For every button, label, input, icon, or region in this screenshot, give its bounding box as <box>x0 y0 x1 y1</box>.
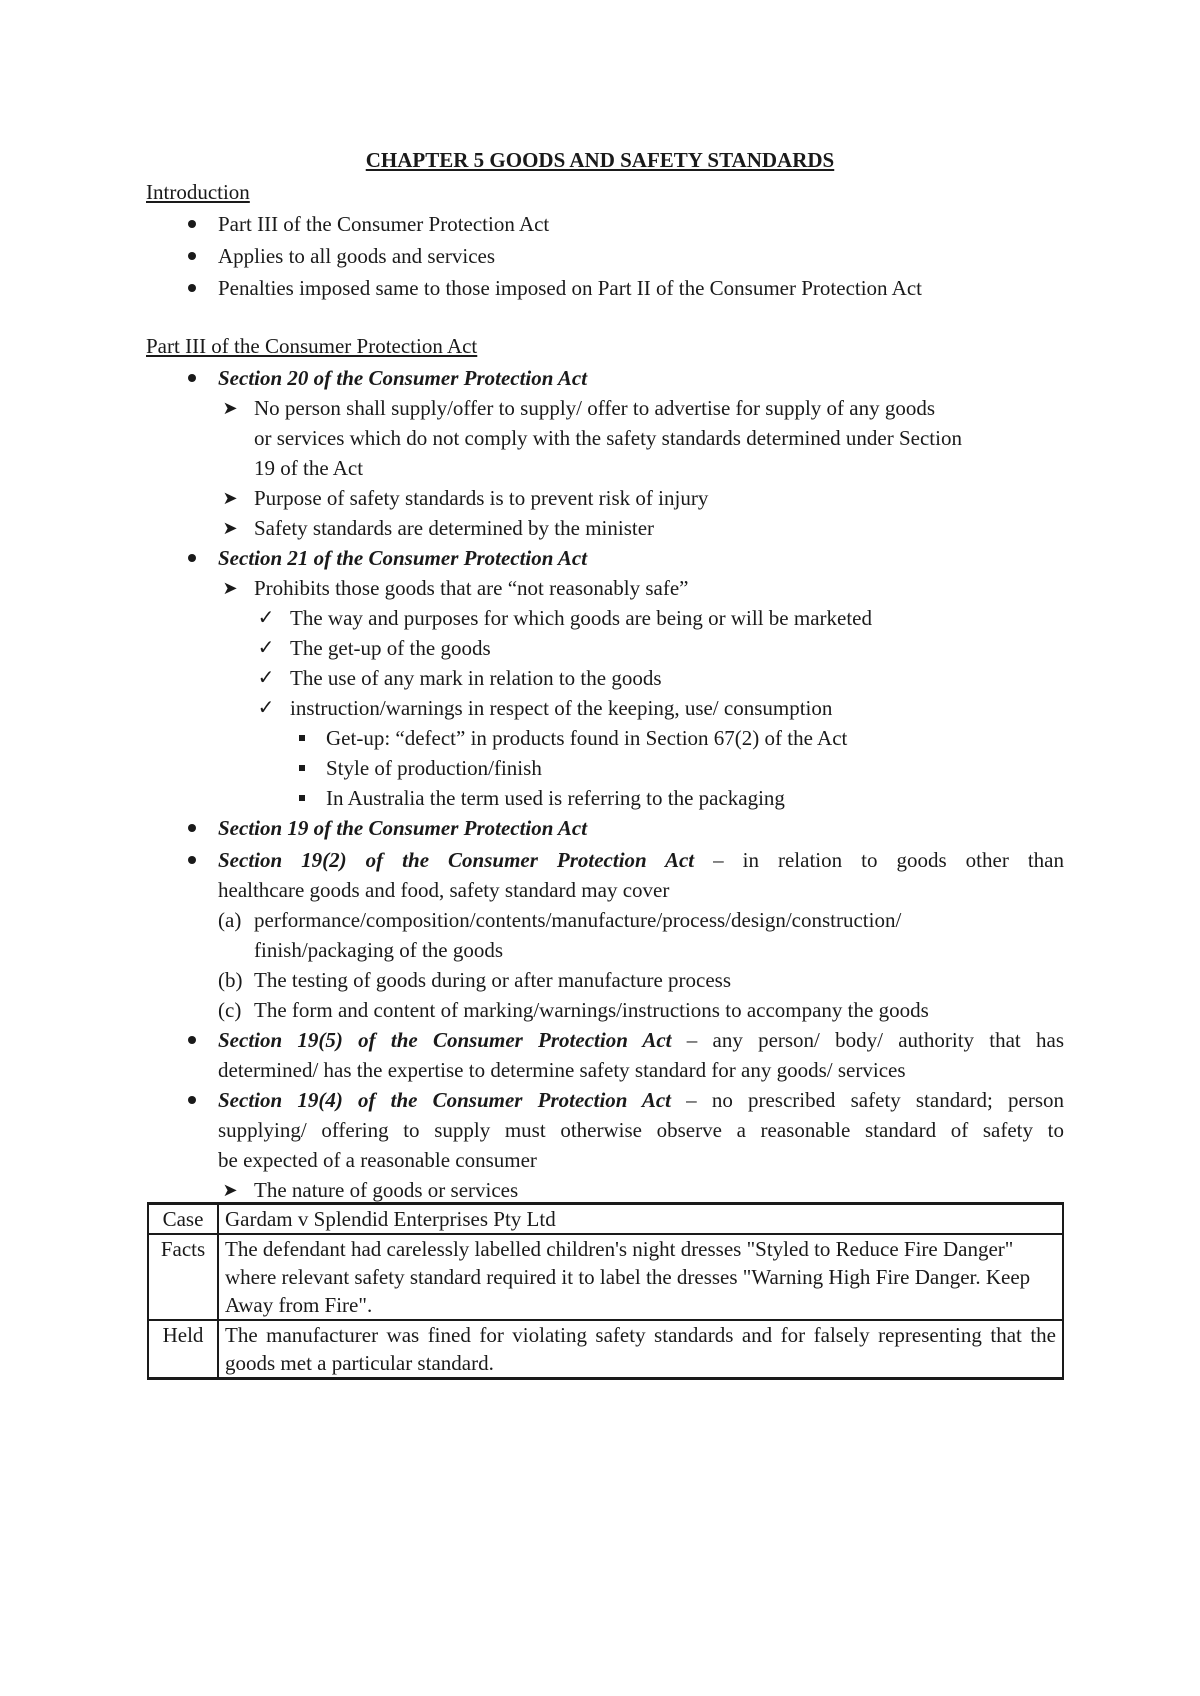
bullet-icon <box>180 844 204 864</box>
section-19-2-title: Section 19(2) of the Consumer Protection Act <box>218 848 695 872</box>
section-21-title: Section 21 of the Consumer Protection Act <box>218 546 588 570</box>
section-19-4-desc: – no prescribed safety standard; person <box>671 1088 1064 1112</box>
held-label: Held <box>148 1320 218 1379</box>
arrow-bullet-icon: ➤ <box>222 398 238 418</box>
section-19-5-title: Section 19(5) of the Consumer Protection Act <box>218 1028 672 1052</box>
intro-bullet-1: Part III of the Consumer Protection Act <box>218 212 550 236</box>
s20-point-1-line-3: 19 of the Act <box>254 456 364 480</box>
section-19-4-line-2: supplying/ offering to supply must otherwise observe a reasonable standard of safety to <box>218 1118 1064 1142</box>
item-b-text: The testing of goods during or after manufacture process <box>254 968 732 992</box>
check-mark-icon: ✓ <box>257 697 275 719</box>
s21-check-3: The use of any mark in relation to the goods <box>290 666 662 690</box>
table-row <box>148 1320 1063 1379</box>
bullet-icon <box>180 272 204 292</box>
bullet-icon <box>180 542 204 562</box>
case-label: Case <box>148 1204 218 1235</box>
bullet-icon <box>180 208 204 228</box>
square-bullet-icon <box>290 782 314 801</box>
case-table <box>147 1202 1064 1380</box>
section-19-4-title: Section 19(4) of the Consumer Protection Act <box>218 1088 671 1112</box>
check-mark-icon: ✓ <box>257 637 275 659</box>
section-19-4-line-1 <box>218 1084 1064 1116</box>
s21-sub-3: In Australia the term used is referring to the packaging <box>326 786 785 810</box>
bullet-icon <box>180 812 204 832</box>
facts-text: The defendant had carelessly labelled children's night dresses "Styled to Reduce Fire Danger" where relevant safety standard required it to label the dresses "Warning High Fire Danger. Keep Away from Fire". <box>218 1234 1063 1320</box>
square-bullet-icon <box>290 752 314 771</box>
section-19-5-line-1 <box>218 1024 1064 1056</box>
table-row <box>148 1204 1063 1235</box>
s21-sub-1: Get-up: “defect” in products found in Section 67(2) of the Act <box>326 726 848 750</box>
s20-point-1-line-2: or services which do not comply with the safety standards determined under Section <box>254 426 962 450</box>
item-c-marker: (c) <box>218 998 242 1022</box>
s20-point-3: Safety standards are determined by the minister <box>254 516 655 540</box>
table-row <box>148 1234 1063 1320</box>
item-a-marker: (a) <box>218 908 242 932</box>
arrow-bullet-icon: ➤ <box>222 578 238 598</box>
section-19-2-line-1 <box>218 844 1064 876</box>
item-c-text: The form and content of marking/warnings/instructions to accompany the goods <box>254 998 929 1022</box>
s21-check-2: The get-up of the goods <box>290 636 491 660</box>
part3-heading: Part III of the Consumer Protection Act <box>146 334 478 358</box>
section-19-5-line-2: determined/ has the expertise to determine safety standard for any goods/ services <box>218 1058 906 1082</box>
facts-label: Facts <box>148 1234 218 1320</box>
arrow-bullet-icon: ➤ <box>222 488 238 508</box>
s20-point-2: Purpose of safety standards is to prevent risk of injury <box>254 486 709 510</box>
section-19-2-desc: – in relation to goods other than <box>694 848 1064 872</box>
check-mark-icon: ✓ <box>257 667 275 689</box>
item-a-line-2: finish/packaging of the goods <box>254 938 504 962</box>
s21-check-1: The way and purposes for which goods are being or will be marketed <box>290 606 872 630</box>
arrow-bullet-icon: ➤ <box>222 1180 238 1200</box>
s19-4-point-1: The nature of goods or services <box>254 1178 519 1202</box>
s20-point-1-line-1: No person shall supply/offer to supply/ offer to advertise for supply of any goods <box>254 396 936 420</box>
bullet-icon <box>180 362 204 382</box>
case-name: Gardam v Splendid Enterprises Pty Ltd <box>218 1204 1063 1235</box>
s21-point-1: Prohibits those goods that are “not reasonably safe” <box>254 576 689 600</box>
square-bullet-icon <box>290 722 314 741</box>
bullet-icon <box>180 240 204 260</box>
item-a-line-1: performance/composition/contents/manufacture/process/design/construction/ <box>254 908 902 932</box>
intro-bullet-2: Applies to all goods and services <box>218 244 496 268</box>
check-mark-icon: ✓ <box>257 607 275 629</box>
page-title: CHAPTER 5 GOODS AND SAFETY STANDARDS <box>365 148 835 172</box>
section-19-4-line-3: be expected of a reasonable consumer <box>218 1148 537 1172</box>
item-b-marker: (b) <box>218 968 243 992</box>
section-20-title: Section 20 of the Consumer Protection Act <box>218 366 588 390</box>
bullet-icon <box>180 1024 204 1044</box>
intro-heading: Introduction <box>146 180 250 204</box>
s21-sub-2: Style of production/finish <box>326 756 542 780</box>
arrow-bullet-icon: ➤ <box>222 518 238 538</box>
section-19-2-line-2: healthcare goods and food, safety standard may cover <box>218 878 670 902</box>
held-text: The manufacturer was fined for violating safety standards and for falsely representing that the goods met a particular standard. <box>218 1320 1063 1379</box>
section-19-title: Section 19 of the Consumer Protection Act <box>218 816 588 840</box>
bullet-icon <box>180 1084 204 1104</box>
section-19-5-desc: – any person/ body/ authority that has <box>671 1028 1064 1052</box>
s21-check-4: instruction/warnings in respect of the keeping, use/ consumption <box>290 696 833 720</box>
intro-bullet-3: Penalties imposed same to those imposed on Part II of the Consumer Protection Act <box>218 276 922 300</box>
